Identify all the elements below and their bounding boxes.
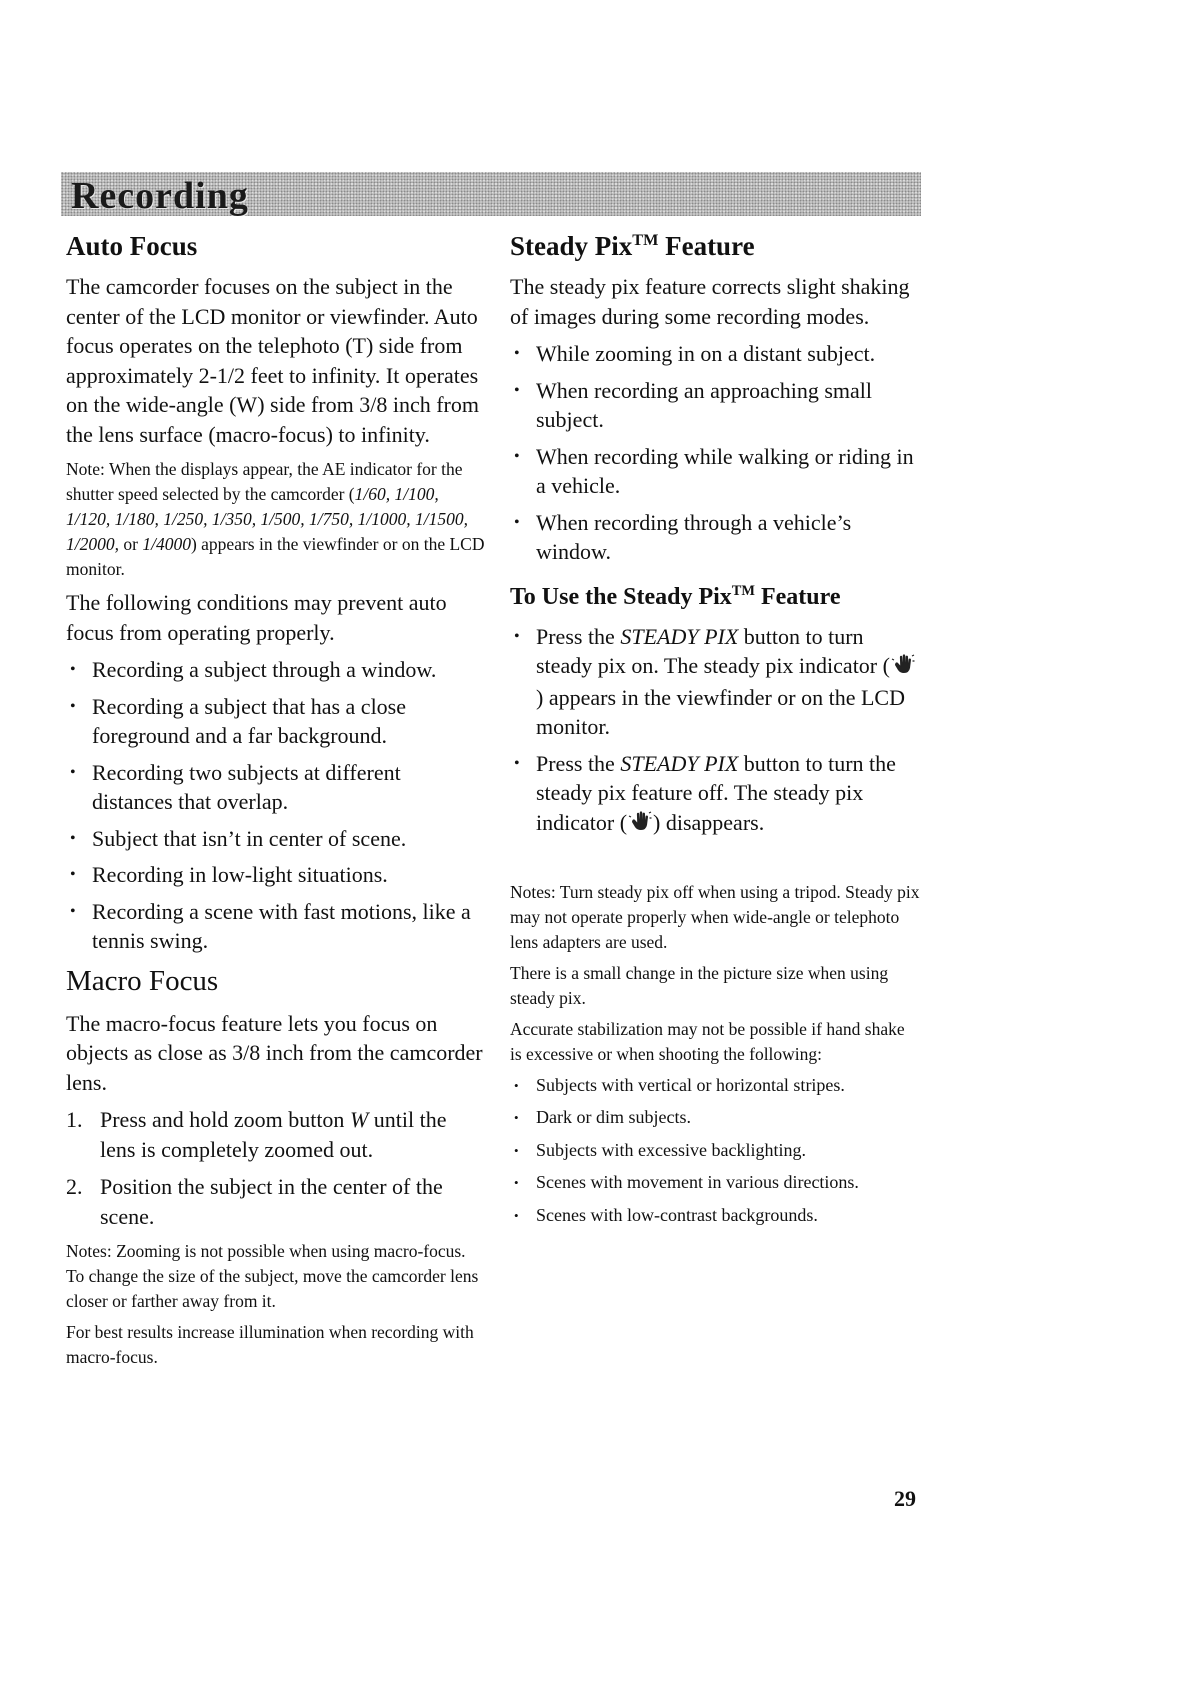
step-text: Press and hold zoom button: [100, 1107, 350, 1133]
step-item: [66, 1105, 486, 1164]
item-text: button to turn steady pix on. The steady pix indicator (: [536, 623, 890, 679]
heading-text: Feature: [754, 583, 841, 610]
macro-focus-heading: Macro Focus: [66, 964, 219, 997]
steady-pix-intro: The steady pix feature corrects slight shaking of images during some recording modes.: [510, 274, 910, 329]
note-text-b: ) appears in the viewfinder or on the LCD monitor.: [66, 534, 485, 580]
list-item: • Subject that isn’t in center of scene.: [66, 824, 486, 854]
auto-focus-conditions-intro: The following conditions may prevent auto focus from operating properly.: [66, 590, 447, 645]
item-text: Press the: [536, 750, 621, 776]
steady-pix-modes-list: [510, 339, 920, 567]
list-item: [510, 749, 920, 840]
auto-focus-heading: Auto Focus: [66, 231, 198, 261]
list-item: • Recording a subject through a window.: [66, 655, 486, 685]
steady-pix-hand-icon: [891, 653, 915, 683]
heading-text: Steady Pix: [510, 231, 633, 261]
item-text: Press the: [536, 623, 621, 649]
page-number: 29: [894, 1486, 916, 1511]
step-text: until the lens is completely zoomed out.: [100, 1107, 447, 1162]
list-item: [510, 622, 920, 742]
notes-text: Turn steady pix off when using a tripod. Steady pix may not operate properly when wide-angle or telephoto lens adapters are used.: [510, 881, 920, 952]
step-number: 1.: [66, 1107, 83, 1133]
list-item: • While zooming in on a distant subject.: [510, 339, 920, 369]
list-item: • Recording a subject that has a close foreground and a far background.: [66, 692, 486, 751]
steady-pix-button-name: STEADY PIX: [620, 623, 739, 649]
macro-focus-intro: The macro-focus feature lets you focus on objects as close as 3/8 inch from the camcorder lens.: [66, 1010, 483, 1095]
item-text: ) appears in the viewfinder or on the LCD monitor.: [536, 684, 905, 740]
shutter-speed-last: 1/4000: [142, 534, 191, 555]
auto-focus-note: [66, 457, 486, 582]
list-item: • When recording an approaching small subject.: [510, 376, 920, 435]
steady-pix-note2: There is a small change in the picture size when using steady pix.: [510, 962, 889, 1008]
list-item: • Recording a scene with fast motions, like a tennis swing.: [66, 897, 486, 956]
list-item: • Scenes with low-contrast backgrounds.: [510, 1203, 920, 1229]
section-title: Recording: [71, 175, 249, 216]
list-item: • Dark or dim subjects.: [510, 1105, 920, 1131]
zoom-button-w: W: [349, 1107, 369, 1133]
macro-focus-notes: [66, 1239, 486, 1314]
list-item: • Recording two subjects at different distances that overlap.: [66, 758, 486, 817]
heading-text: To Use the Steady Pix: [510, 583, 732, 610]
heading-text: Feature: [658, 231, 755, 261]
list-item: • When recording while walking or riding in a vehicle.: [510, 442, 920, 501]
macro-focus-note2: For best results increase illumination when recording with macro-focus.: [66, 1322, 474, 1368]
list-item: • Scenes with movement in various directions.: [510, 1170, 920, 1196]
step-text: Position the subject in the center of the scene.: [100, 1174, 443, 1229]
list-item: • When recording through a vehicle’s window.: [510, 508, 920, 567]
step-number: 2.: [66, 1174, 83, 1200]
steady-pix-heading: [510, 230, 920, 262]
macro-focus-steps: [66, 1105, 486, 1231]
steady-pix-hand-icon: [628, 810, 652, 840]
auto-focus-conditions-list: [66, 655, 486, 956]
notes-label: Notes:: [510, 881, 556, 902]
use-steady-pix-heading: [510, 583, 920, 612]
right-column: [510, 230, 920, 1236]
trademark-mark: TM: [731, 582, 755, 599]
note-label: Note:: [66, 459, 105, 480]
steady-pix-notes: [510, 880, 920, 955]
list-item: • Subjects with excessive backlighting.: [510, 1138, 920, 1164]
section-banner: [61, 172, 921, 216]
step-item: [66, 1172, 486, 1231]
shutter-speeds: 1/60, 1/100, 1/120, 1/180, 1/250, 1/350, 1/500, 1/750, 1/1000, 1/1500, 1/2000,: [66, 484, 469, 555]
stabilization-limits-list: [510, 1073, 920, 1229]
notes-label: Notes:: [66, 1241, 112, 1262]
notes-text: Zooming is not possible when using macro-focus. To change the size of the subject, move the camcorder lens closer or farther away from it.: [66, 1241, 479, 1312]
trademark-mark: TM: [632, 231, 659, 249]
note-text-a: When the displays appear, the AE indicator for the shutter speed selected by the camcorder (: [66, 459, 463, 505]
spacer: [510, 848, 920, 880]
list-item: • Recording in low-light situations.: [66, 860, 486, 890]
list-item: • Subjects with vertical or horizontal stripes.: [510, 1073, 920, 1099]
use-steady-pix-list: [510, 622, 920, 840]
item-text: ) disappears.: [653, 809, 765, 835]
steady-pix-button-name: STEADY PIX: [620, 750, 739, 776]
note-or: or: [119, 534, 143, 555]
auto-focus-intro: The camcorder focuses on the subject in the center of the LCD monitor or viewfinder. Auto focus operates on the telephoto (T) side from approximately 2-1/2 feet to infinity. It operates on the wide-angle (W) side from 3/8 inch from the lens surface (macro-focus) to infinity.: [66, 274, 479, 447]
item-text: button to turn the steady pix feature off. The steady pix indicator (: [536, 750, 896, 835]
steady-pix-note3: Accurate stabilization may not be possible if hand shake is excessive or when shooting the following:: [510, 1018, 905, 1064]
left-column: [66, 230, 486, 1376]
